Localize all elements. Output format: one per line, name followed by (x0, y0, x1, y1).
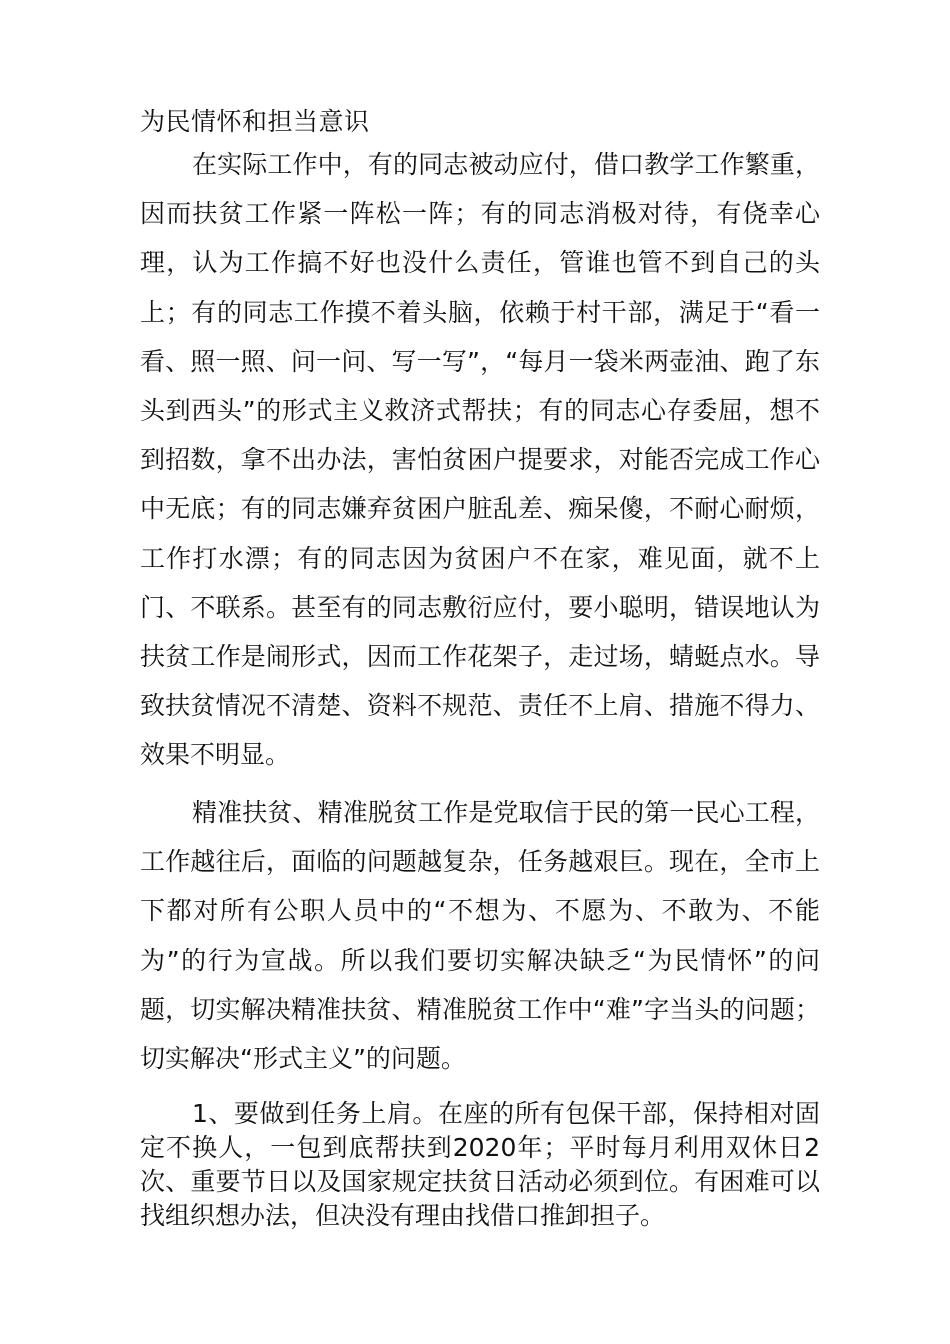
section-heading: 为民情怀和担当意识 (140, 107, 370, 136)
paragraph-3: 1、要做到任务上肩。在座的所有包保干部，保持相对固定不换人，一包到底帮扶到2020年；平时每月利用双休日2次、重要节日以及国家规定扶贫日活动必须到位。有困难可以找组织想办法，但决没有理由找借口推卸担子。 (140, 1099, 820, 1230)
paragraph-1: 在实际工作中，有的同志被动应付，借口教学工作繁重，因而扶贫工作紧一阵松一阵；有的同志消极对待，有侥幸心理，认为工作搞不好也没什么责任，管谁也管不到自己的头上；有的同志工作摸不着头脑，依赖于村干部，满足于“看一看、照一照、问一问、写一写”，“每月一袋米两壶油、跑了东头到西头”的形式主义救济式帮扶；有的同志心存委屈，想不到招数，拿不出办法，害怕贫困户提要求，对能否完成工作心中无底；有的同志嫌弃贫困户脏乱差、痴呆傻，不耐心耐烦，工作打水漂；有的同志因为贫困户不在家，难见面，就不上门、不联系。甚至有的同志敷衍应付，要小聪明，错误地认为扶贫工作是闹形式，因而工作花架子，走过场，蜻蜓点水。导致扶贫情况不清楚、资料不规范、责任不上肩、措施不得力、效果不明显。 (140, 150, 820, 770)
paragraph-2: 精准扶贫、精准脱贫工作是党取信于民的第一民心工程，工作越往后，面临的问题越复杂，任务越艰巨。现在，全市上下都对所有公职人员中的“不想为、不愿为、不敢为、不能为”的行为宣战。所以我们要切实解决缺乏“为民情怀”的问题，切实解决精准扶贫、精准脱贫工作中“难”字当头的问题；切实解决“形式主义”的问题。 (140, 798, 820, 1074)
